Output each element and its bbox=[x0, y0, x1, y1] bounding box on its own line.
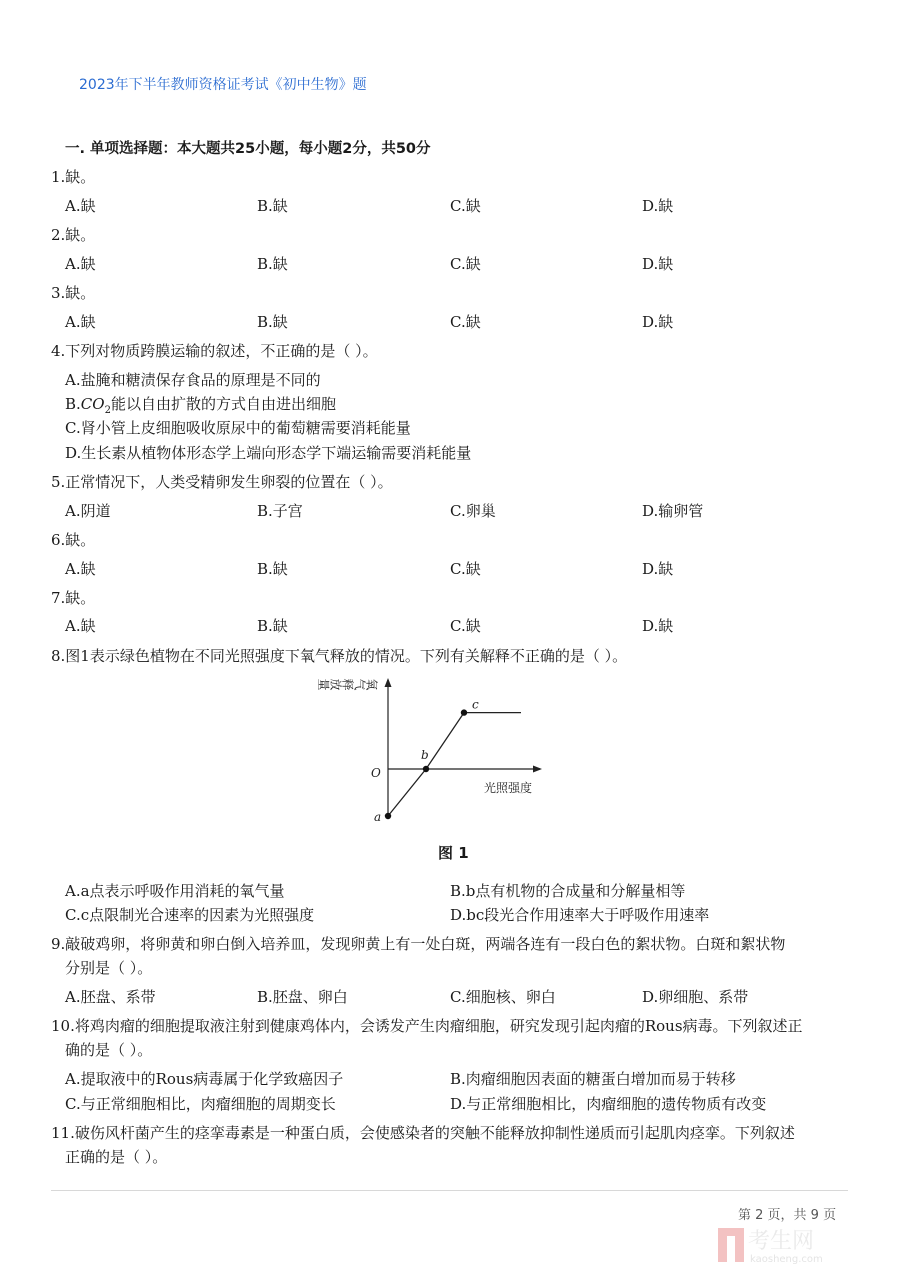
question-10-option-c[interactable]: C.与正常细胞相比，肉瘤细胞的周期变长 bbox=[65, 1095, 336, 1113]
question-4-option-b[interactable] bbox=[65, 393, 336, 416]
question-11-stem-line1: 11.破伤风杆菌产生的痉挛毒素是一种蛋白质，会使感染者的突触不能释放抑制性递质而引起肌肉痉挛。下列叙述 bbox=[51, 1124, 795, 1142]
kaosheng-logo bbox=[718, 1206, 846, 1266]
question-10-stem-line1: 10.将鸡肉瘤的细胞提取液注射到健康鸡体内，会诱发产生肉瘤细胞，研究发现引起肉瘤的Rous病毒。下列叙述正 bbox=[51, 1017, 803, 1035]
question-11-stem-line2: 正确的是（ ）。 bbox=[65, 1148, 168, 1166]
question-8-option-c[interactable]: C.c点限制光合速率的因素为光照强度 bbox=[65, 906, 315, 924]
question-9-option-c[interactable]: C.细胞核、卵白 bbox=[450, 988, 556, 1006]
question-9-option-d[interactable]: D.卵细胞、系带 bbox=[642, 988, 749, 1006]
question-7-option-b[interactable]: B.缺 bbox=[257, 617, 288, 635]
question-1-option-c[interactable]: C.缺 bbox=[450, 197, 481, 215]
question-5-option-b[interactable]: B.子宫 bbox=[257, 502, 303, 520]
question-1-option-b[interactable]: B.缺 bbox=[257, 197, 288, 215]
logo-mark-cut bbox=[727, 1236, 735, 1262]
question-7-stem: 7.缺。 bbox=[51, 589, 96, 607]
logo-main-text: 考生网 bbox=[748, 1229, 815, 1254]
origin-label: O bbox=[371, 766, 381, 780]
question-6-option-a[interactable]: A.缺 bbox=[65, 560, 96, 578]
question-4-option-a[interactable]: A.盐腌和糖渍保存食品的原理是不同的 bbox=[65, 371, 321, 389]
oxygen-release-line bbox=[388, 713, 521, 816]
question-2-option-c[interactable]: C.缺 bbox=[450, 255, 481, 273]
question-9-stem-line2: 分别是（ ）。 bbox=[65, 959, 153, 977]
question-1-option-d[interactable]: D.缺 bbox=[642, 197, 674, 215]
question-2-option-d[interactable]: D.缺 bbox=[642, 255, 674, 273]
x-axis-arrow bbox=[533, 766, 542, 773]
section-title: 一. 单项选择题：本大题共25小题，每小题2分，共50分 bbox=[65, 141, 431, 157]
question-8-option-a[interactable]: A.a点表示呼吸作用消耗的氧气量 bbox=[65, 882, 285, 900]
question-4-stem: 4.下列对物质跨膜运输的叙述，不正确的是（ ）。 bbox=[51, 342, 378, 360]
point-b-label: b bbox=[421, 748, 429, 762]
question-7-option-c[interactable]: C.缺 bbox=[450, 617, 481, 635]
question-3-stem: 3.缺。 bbox=[51, 284, 96, 302]
figure-caption: 图 1 bbox=[438, 844, 469, 862]
option-b-prefix: B. bbox=[65, 395, 81, 413]
y-axis-label: 氧气释放量 bbox=[318, 677, 378, 691]
point-c-label: c bbox=[472, 697, 479, 712]
question-10-option-d[interactable]: D.与正常细胞相比，肉瘤细胞的遗传物质有改变 bbox=[450, 1095, 767, 1113]
option-b-text: 能以自由扩散的方式自由进出细胞 bbox=[110, 395, 336, 413]
question-1-stem: 1.缺。 bbox=[51, 168, 96, 186]
footer-divider bbox=[51, 1190, 848, 1191]
co2-formula: CO bbox=[80, 395, 105, 413]
figure-1-chart bbox=[318, 674, 560, 824]
question-9-option-b[interactable]: B.胚盘、卵白 bbox=[257, 988, 348, 1006]
question-10-stem-line2: 确的是（ ）。 bbox=[65, 1041, 153, 1059]
question-8-option-b[interactable]: B.b点有机物的合成量和分解量相等 bbox=[450, 882, 686, 900]
question-2-stem: 2.缺。 bbox=[51, 226, 96, 244]
question-6-stem: 6.缺。 bbox=[51, 531, 96, 549]
question-4-option-c[interactable]: C.肾小管上皮细胞吸收原尿中的葡萄糖需要消耗能量 bbox=[65, 419, 411, 437]
y-axis-arrow bbox=[385, 678, 392, 687]
question-6-option-d[interactable]: D.缺 bbox=[642, 560, 674, 578]
question-5-option-c[interactable]: C.卵巢 bbox=[450, 502, 496, 520]
question-9-stem-line1: 9.敲破鸡卵，将卵黄和卵白倒入培养皿，发现卵黄上有一处白斑，两端各连有一段白色的絮状物。白斑和絮状物 bbox=[51, 935, 786, 953]
question-10-option-a[interactable]: A.提取液中的Rous病毒属于化学致癌因子 bbox=[65, 1070, 344, 1088]
question-5-option-a[interactable]: A.阴道 bbox=[65, 502, 111, 520]
question-7-option-d[interactable]: D.缺 bbox=[642, 617, 674, 635]
point-a-label: a bbox=[374, 810, 382, 824]
x-axis-label: 光照强度 bbox=[484, 781, 533, 795]
question-3-option-a[interactable]: A.缺 bbox=[65, 313, 96, 331]
question-6-option-b[interactable]: B.缺 bbox=[257, 560, 288, 578]
question-3-option-c[interactable]: C.缺 bbox=[450, 313, 481, 331]
question-9-option-a[interactable]: A.胚盘、系带 bbox=[65, 988, 156, 1006]
question-7-option-a[interactable]: A.缺 bbox=[65, 617, 96, 635]
question-5-option-d[interactable]: D.输卵管 bbox=[642, 502, 704, 520]
point-c-marker bbox=[461, 709, 467, 715]
co2-subscript: 2 bbox=[104, 405, 111, 416]
question-3-option-d[interactable]: D.缺 bbox=[642, 313, 674, 331]
page-indicator: 第 2 页，共 9 页 bbox=[738, 1208, 837, 1223]
question-10-option-b[interactable]: B.肉瘤细胞因表面的糖蛋白增加而易于转移 bbox=[450, 1070, 736, 1088]
question-3-option-b[interactable]: B.缺 bbox=[257, 313, 288, 331]
question-2-option-b[interactable]: B.缺 bbox=[257, 255, 288, 273]
question-2-option-a[interactable]: A.缺 bbox=[65, 255, 96, 273]
question-1-option-a[interactable]: A.缺 bbox=[65, 197, 96, 215]
point-a-marker bbox=[385, 813, 391, 819]
question-8-stem: 8.图1表示绿色植物在不同光照强度下氧气释放的情况。下列有关解释不正确的是（ ）。 bbox=[51, 647, 628, 665]
question-8-option-d[interactable]: D.bc段光合作用速率大于呼吸作用速率 bbox=[450, 906, 710, 924]
question-6-option-c[interactable]: C.缺 bbox=[450, 560, 481, 578]
logo-sub-text: kaosheng.com bbox=[750, 1254, 823, 1265]
question-5-stem: 5.正常情况下，人类受精卵发生卵裂的位置在（ ）。 bbox=[51, 473, 393, 491]
exam-title: 2023年下半年教师资格证考试《初中生物》题 bbox=[79, 77, 367, 93]
question-4-option-d[interactable]: D.生长素从植物体形态学上端向形态学下端运输需要消耗能量 bbox=[65, 444, 472, 462]
point-b-marker bbox=[423, 766, 429, 772]
